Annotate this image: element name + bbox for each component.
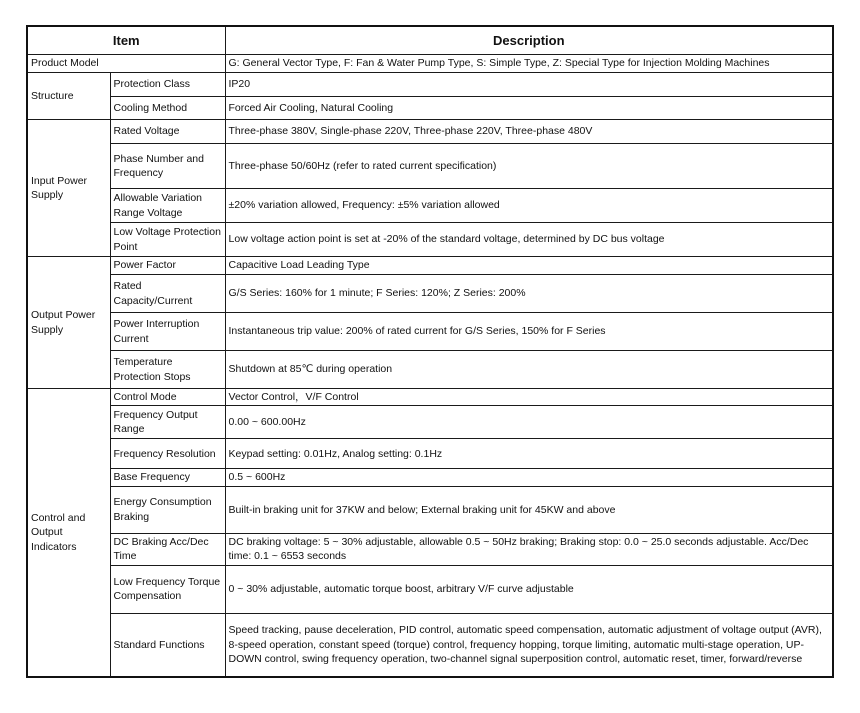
row-name: Energy Consumption Braking [110, 486, 225, 533]
row-value: Shutdown at 85℃ during operation [225, 351, 833, 389]
table-row [27, 120, 833, 144]
row-value: Keypad setting: 0.01Hz, Analog setting: 0.1Hz [225, 439, 833, 469]
row-name: Standard Functions [110, 613, 225, 677]
product-model-value: G: General Vector Type, F: Fan & Water Pump Type, S: Simple Type, Z: Special Type for Injection Molding Machines [225, 55, 833, 73]
table-row [27, 189, 833, 223]
table-row [27, 486, 833, 533]
row-value: DC braking voltage: 5 ~ 30% adjustable, allowable 0.5 ~ 50Hz braking; Braking stop: 0.0 ~ 25.0 seconds adjustable. Acc/Dec time: 0.1 ~ 6553 seconds [225, 533, 833, 565]
row-value: Vector Control，V/F Control [225, 389, 833, 406]
row-value: 0.00 ~ 600.00Hz [225, 406, 833, 439]
row-name: Frequency Output Range [110, 406, 225, 439]
table-row [27, 313, 833, 351]
table-row [27, 406, 833, 439]
row-name: Frequency Resolution [110, 439, 225, 469]
header-item: Item [27, 26, 225, 55]
row-value: Capacitive Load Leading Type [225, 257, 833, 275]
row-name: Rated Voltage [110, 120, 225, 144]
table-row [27, 275, 833, 313]
row-value: 0.5 ~ 600Hz [225, 469, 833, 486]
group-label-output-power: Output Power Supply [27, 257, 110, 389]
row-name: Low Frequency Torque Compensation [110, 565, 225, 613]
table-row [27, 389, 833, 406]
row-value: Forced Air Cooling, Natural Cooling [225, 97, 833, 120]
table-row [27, 613, 833, 677]
group-label-structure: Structure [27, 73, 110, 120]
row-name: Rated Capacity/Current [110, 275, 225, 313]
row-value: IP20 [225, 73, 833, 97]
row-value: Three-phase 50/60Hz (refer to rated current specification) [225, 144, 833, 189]
table-row [27, 565, 833, 613]
row-value: ±20% variation allowed, Frequency: ±5% variation allowed [225, 189, 833, 223]
row-value: Built-in braking unit for 37KW and below; External braking unit for 45KW and above [225, 486, 833, 533]
table-row [27, 257, 833, 275]
row-name: Power Interruption Current [110, 313, 225, 351]
table-row [27, 469, 833, 486]
table-row [27, 97, 833, 120]
row-value: G/S Series: 160% for 1 minute; F Series: 120%; Z Series: 200% [225, 275, 833, 313]
table-row [27, 144, 833, 189]
row-value: Instantaneous trip value: 200% of rated current for G/S Series, 150% for F Series [225, 313, 833, 351]
specification-table [26, 25, 834, 678]
row-value: Low voltage action point is set at -20% of the standard voltage, determined by DC bus voltage [225, 223, 833, 257]
row-name: Protection Class [110, 73, 225, 97]
header-row [27, 26, 833, 55]
group-label-control: Control and Output Indicators [27, 389, 110, 678]
group-label-input-power: Input Power Supply [27, 120, 110, 257]
row-name: Base Frequency [110, 469, 225, 486]
table-row [27, 223, 833, 257]
row-value: Speed tracking, pause deceleration, PID control, automatic speed compensation, automatic adjustment of voltage output (AVR), 8-speed operation, constant speed (torque) control, frequency hopping, torque limiting, automatic multi-stage operation, UP-DOWN control, swing frequency operation, two-channel signal superposition control, automatic reset, timer, forward/reverse [225, 613, 833, 677]
row-name: Cooling Method [110, 97, 225, 120]
table-row [27, 55, 833, 73]
table-row [27, 73, 833, 97]
row-name: Low Voltage Protection Point [110, 223, 225, 257]
header-description: Description [225, 26, 833, 55]
row-name: Power Factor [110, 257, 225, 275]
row-name: Control Mode [110, 389, 225, 406]
table-row [27, 533, 833, 565]
row-name: Temperature Protection Stops [110, 351, 225, 389]
row-name: Phase Number and Frequency [110, 144, 225, 189]
row-value: 0 ~ 30% adjustable, automatic torque boost, arbitrary V/F curve adjustable [225, 565, 833, 613]
row-name: Allowable Variation Range Voltage [110, 189, 225, 223]
table-row [27, 439, 833, 469]
product-model-label: Product Model [27, 55, 225, 73]
row-value: Three-phase 380V, Single-phase 220V, Three-phase 220V, Three-phase 480V [225, 120, 833, 144]
table-row [27, 351, 833, 389]
row-name: DC Braking Acc/Dec Time [110, 533, 225, 565]
